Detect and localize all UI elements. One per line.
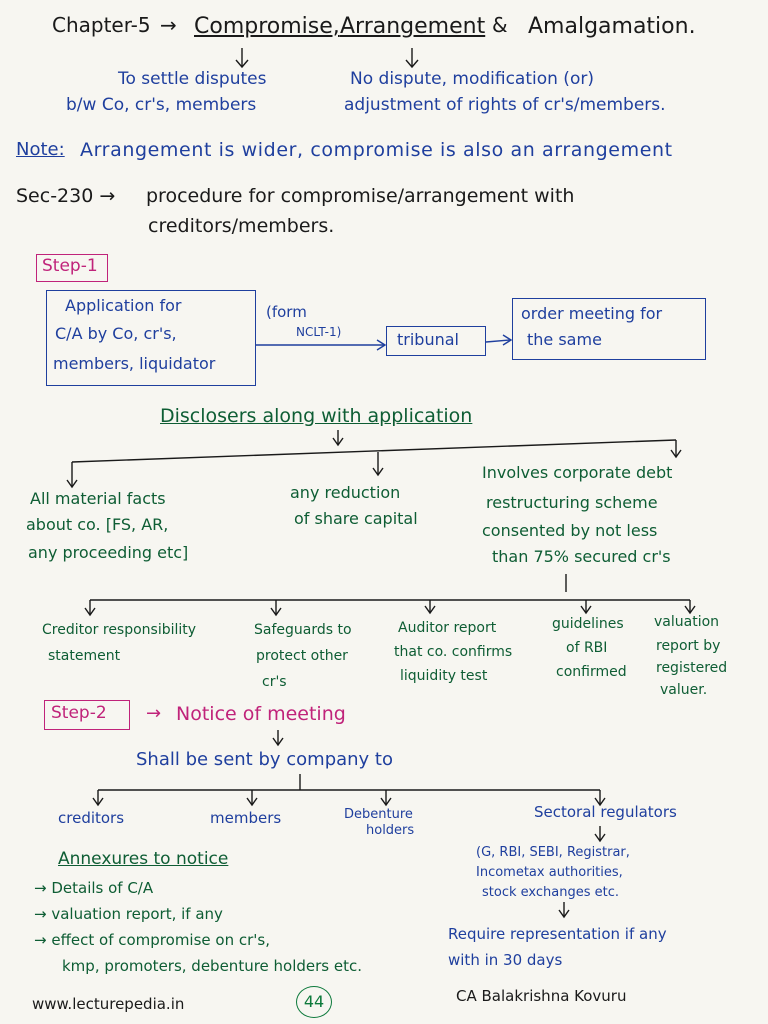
- annexure-item-1: → Details of C/A: [34, 879, 154, 897]
- cdr4-line1: guidelines: [552, 616, 624, 632]
- chapter-label: Chapter-5: [52, 13, 151, 37]
- disclosure3-line4: than 75% secured cr's: [492, 547, 671, 566]
- title-arrangement: Arrangement: [340, 14, 486, 39]
- regulators-line2: Incometax authorities,: [476, 865, 623, 880]
- annexure-item-2: → valuation report, if any: [34, 905, 223, 923]
- note-text: Arrangement is wider, compromise is also an arrangement: [80, 139, 673, 161]
- step2-badge: [44, 700, 130, 730]
- recipient-sectoral-regulators: Sectoral regulators: [534, 803, 677, 821]
- arrangement-def-line1: No dispute, modification (or): [350, 69, 594, 89]
- order-meeting-box: [512, 298, 706, 360]
- step2-label: Step-2: [51, 703, 107, 723]
- order-line1: order meeting for: [521, 304, 663, 323]
- disclosure2-line2: of share capital: [294, 509, 418, 528]
- title-amalgamation: Amalgamation.: [528, 14, 696, 39]
- disclosure3-line1: Involves corporate debt: [482, 463, 673, 482]
- shall-be-sent: Shall be sent by company to: [136, 749, 394, 770]
- annexures-title: Annexures to notice: [58, 849, 229, 869]
- footer-website[interactable]: www.lecturepedia.in: [32, 995, 185, 1013]
- page-number-text: 44: [303, 992, 325, 1011]
- cdr5-line4: valuer.: [660, 682, 708, 698]
- cdr5-line1: valuation: [654, 614, 720, 630]
- representation-line1: Require representation if any: [448, 925, 667, 943]
- disclosure2-line1: any reduction: [290, 483, 401, 502]
- notice-of-meeting: Notice of meeting: [176, 703, 346, 725]
- form-line2: NCLT-1): [296, 325, 342, 339]
- recipient-debenture-line2: holders: [366, 823, 415, 838]
- step1-label: Step-1: [42, 256, 98, 276]
- recipient-debenture-line1: Debenture: [344, 807, 413, 822]
- disclosures-title: Disclosers along with application: [160, 405, 473, 427]
- header-arrow: →: [160, 13, 177, 37]
- cdr3-line1: Auditor report: [398, 620, 497, 636]
- cdr2-line2: protect other: [256, 648, 348, 664]
- title-compromise: Compromise,: [194, 14, 340, 39]
- tribunal-box: [386, 326, 486, 356]
- form-line1: (form: [266, 303, 307, 321]
- section-label: Sec-230 →: [16, 185, 116, 207]
- recipient-members: members: [210, 809, 282, 827]
- page-number: [296, 986, 332, 1018]
- application-line1: Application for: [65, 296, 182, 315]
- cdr2-line1: Safeguards to: [254, 622, 352, 638]
- tribunal-label: tribunal: [397, 330, 459, 349]
- application-line2: C/A by Co, cr's,: [55, 324, 177, 343]
- regulators-line1: (G, RBI, SEBI, Registrar,: [476, 845, 630, 860]
- disclosure1-line1: All material facts: [30, 489, 166, 508]
- annexure-item-4: kmp, promoters, debenture holders etc.: [62, 957, 363, 975]
- regulators-line3: stock exchanges etc.: [482, 885, 619, 900]
- cdr1-line2: statement: [48, 648, 121, 664]
- title-amp: &: [492, 13, 508, 37]
- disclosure1-line3: any proceeding etc]: [28, 543, 189, 562]
- cdr1-line1: Creditor responsibility: [42, 622, 197, 638]
- step2-arrow: →: [146, 703, 162, 724]
- cdr5-line3: registered: [656, 660, 728, 676]
- representation-line2: with in 30 days: [448, 951, 563, 969]
- cdr2-line3: cr's: [262, 674, 287, 690]
- compromise-def-line1: To settle disputes: [118, 69, 267, 89]
- step1-badge: [36, 254, 108, 282]
- application-line3: members, liquidator: [53, 354, 216, 373]
- cdr3-line3: liquidity test: [400, 668, 488, 684]
- compromise-def-line2: b/w Co, cr's, members: [66, 95, 257, 115]
- recipient-creditors: creditors: [58, 809, 125, 827]
- disclosure1-line2: about co. [FS, AR,: [26, 515, 169, 534]
- arrangement-def-line2: adjustment of rights of cr's/members.: [344, 95, 666, 115]
- section-line2: creditors/members.: [148, 215, 335, 237]
- note-label: Note:: [16, 139, 65, 160]
- annexure-item-3: → effect of compromise on cr's,: [34, 931, 270, 949]
- disclosure3-line3: consented by not less: [482, 521, 658, 540]
- cdr5-line2: report by: [656, 638, 721, 654]
- cdr3-line2: that co. confirms: [394, 644, 513, 660]
- cdr4-line2: of RBI: [566, 640, 608, 656]
- cdr4-line3: confirmed: [556, 664, 627, 680]
- footer-author: CA Balakrishna Kovuru: [456, 987, 627, 1005]
- application-box: [46, 290, 256, 386]
- disclosure3-line2: restructuring scheme: [486, 493, 658, 512]
- section-line1: procedure for compromise/arrangement with: [146, 185, 575, 207]
- order-line2: the same: [527, 330, 602, 349]
